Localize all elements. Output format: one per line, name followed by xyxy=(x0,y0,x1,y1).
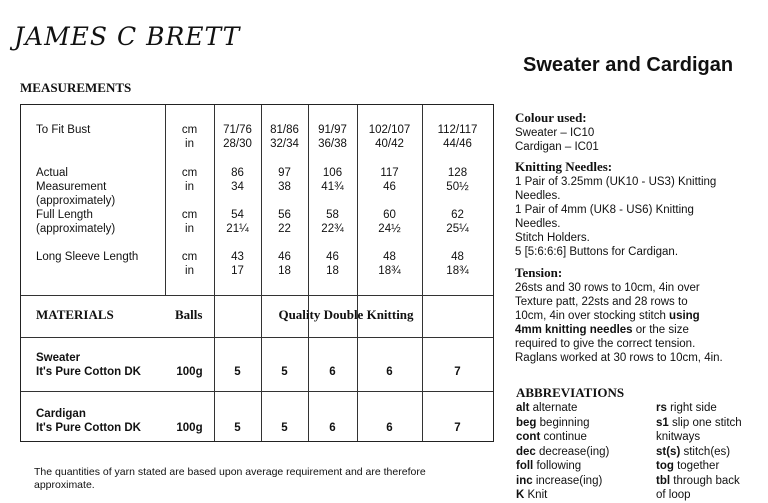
brand-logo: JAMES C BRETT xyxy=(14,22,241,51)
length-in: 21¼ xyxy=(226,223,249,235)
abbr-item: tog together xyxy=(656,460,720,472)
sweater-qty: 6 xyxy=(329,366,336,378)
length-in: 22 xyxy=(278,223,291,235)
sleeve-cm: 48 xyxy=(451,251,464,263)
yarn-note: The quantities of yarn stated are based upon average requirement and are therefore approximate. xyxy=(34,466,426,491)
tension-line: required to give the correct tension. xyxy=(515,338,696,350)
bust-in: 40/42 xyxy=(375,138,404,150)
actual-in: 50½ xyxy=(446,181,469,193)
page-title: Sweater and Cardigan xyxy=(523,54,734,76)
sweater-qty: 5 xyxy=(234,366,241,378)
bust-cm: 102/107 xyxy=(368,124,411,136)
materials-label: MATERIALS xyxy=(36,307,114,322)
bust-unit-cm: cm xyxy=(181,124,198,136)
needles-line: 1 Pair of 4mm (UK8 - US6) Knitting xyxy=(515,204,694,216)
colour-line: Cardigan – IC01 xyxy=(515,141,599,153)
sleeve-in: 18¾ xyxy=(446,265,469,277)
length-cm: 54 xyxy=(231,209,244,221)
cardigan-qty: 6 xyxy=(329,422,336,434)
colour-heading: Colour used: xyxy=(515,110,587,125)
needles-line: Needles. xyxy=(515,218,561,230)
sleeve-cm: 43 xyxy=(231,251,244,263)
sleeve-cm: 46 xyxy=(278,251,291,263)
abbr-item: K Knit xyxy=(516,489,548,501)
actual-in: 38 xyxy=(278,181,291,193)
bust-in: 28/30 xyxy=(223,138,252,150)
sleeve-in: 18 xyxy=(278,265,291,277)
needles-line: 1 Pair of 3.25mm (UK10 - US3) Knitting xyxy=(515,176,717,188)
length-cm: 58 xyxy=(326,209,339,221)
colour-line: Sweater – IC10 xyxy=(515,127,595,139)
cardigan-qty: 6 xyxy=(386,422,393,434)
needles-line: 5 [5:6:6:6] Buttons for Cardigan. xyxy=(515,246,679,258)
abbr-item: alt alternate xyxy=(516,402,578,414)
cardigan-qty: 7 xyxy=(454,422,461,434)
measurements-table xyxy=(20,104,494,442)
sleeve-in: 17 xyxy=(231,265,244,277)
length-cm: 62 xyxy=(451,209,464,221)
actual-unit-cm: cm xyxy=(181,167,198,179)
cardigan-weight: 100g xyxy=(176,422,203,434)
actual-label: Measurement xyxy=(36,181,107,193)
sleeve-unit-in: in xyxy=(185,265,194,277)
actual-label: Actual xyxy=(36,167,68,179)
length-label: (approximately) xyxy=(36,223,116,235)
needles-line: Stitch Holders. xyxy=(515,232,590,244)
bust-cm: 112/117 xyxy=(437,124,478,136)
cardigan-name: Cardigan xyxy=(36,408,86,420)
abbr-item: knitways xyxy=(656,431,701,443)
length-in: 24½ xyxy=(378,223,401,235)
actual-in: 46 xyxy=(383,181,396,193)
balls-label: Balls xyxy=(175,307,203,322)
sleeve-in: 18¾ xyxy=(378,265,401,277)
tension-line: 4mm knitting needles or the size xyxy=(515,324,689,336)
pattern-info xyxy=(515,110,767,365)
length-in: 25¼ xyxy=(446,223,469,235)
quality-label: Quality Double Knitting xyxy=(278,307,414,322)
cardigan-qty: 5 xyxy=(281,422,288,434)
tension-line: Texture patt, 22sts and 28 rows to xyxy=(515,296,688,308)
sweater-qty: 7 xyxy=(454,366,461,378)
abbr-item: dec decrease(ing) xyxy=(516,445,610,458)
sweater-weight: 100g xyxy=(176,366,203,378)
tension-line: 10cm, 4in over stocking stitch using xyxy=(515,310,700,322)
sweater-qty: 5 xyxy=(281,366,288,378)
sleeve-in: 18 xyxy=(326,265,339,277)
length-unit-cm: cm xyxy=(181,209,198,221)
bust-label: To Fit Bust xyxy=(36,124,91,136)
length-cm: 60 xyxy=(383,209,396,221)
actual-in: 41¾ xyxy=(321,181,344,193)
sleeve-label: Long Sleeve Length xyxy=(36,251,139,263)
tension-line: Raglans worked at 30 rows to 10cm, 4in. xyxy=(515,352,723,364)
sweater-yarn: It's Pure Cotton DK xyxy=(36,366,141,378)
sweater-name: Sweater xyxy=(36,352,81,364)
bust-in: 36/38 xyxy=(318,138,347,150)
actual-unit-in: in xyxy=(185,181,194,193)
sweater-qty: 6 xyxy=(386,366,393,378)
actual-cm: 117 xyxy=(380,167,399,179)
actual-cm: 86 xyxy=(231,167,244,179)
actual-cm: 128 xyxy=(447,167,468,179)
abbr-item: cont continue xyxy=(516,431,587,443)
measurements-heading: MEASUREMENTS xyxy=(20,80,132,95)
bust-unit-in: in xyxy=(185,138,194,150)
bust-in: 32/34 xyxy=(270,138,299,150)
needles-line: Needles. xyxy=(515,190,561,202)
bust-in: 44/46 xyxy=(443,138,472,150)
actual-in: 34 xyxy=(231,181,244,193)
sleeve-cm: 46 xyxy=(326,251,339,263)
abbr-item: beg beginning xyxy=(516,416,590,429)
needles-heading: Knitting Needles: xyxy=(515,159,613,174)
abbr-item: s1 slip one stitch xyxy=(656,416,742,429)
abbreviations xyxy=(516,385,768,503)
abbr-item: of loop xyxy=(656,489,691,501)
abbr-item: st(s) stitch(es) xyxy=(656,445,731,458)
sleeve-unit-cm: cm xyxy=(181,251,198,263)
cardigan-qty: 5 xyxy=(234,422,241,434)
actual-cm: 97 xyxy=(278,167,291,179)
sleeve-cm: 48 xyxy=(383,251,396,263)
length-cm: 56 xyxy=(278,209,291,221)
tension-line: 26sts and 30 rows to 10cm, 4in over xyxy=(515,282,700,294)
abbr-item: tbl through back xyxy=(656,474,740,487)
actual-cm: 106 xyxy=(322,167,343,179)
length-in: 22¾ xyxy=(321,223,344,235)
tension-heading: Tension: xyxy=(515,265,563,280)
cardigan-yarn: It's Pure Cotton DK xyxy=(36,422,141,434)
abbr-item: foll following xyxy=(516,460,582,472)
actual-label: (approximately) xyxy=(36,195,116,207)
abbr-item: rs right side xyxy=(656,402,717,414)
bust-cm: 91/97 xyxy=(318,124,347,136)
length-unit-in: in xyxy=(185,223,194,235)
bust-cm: 81/86 xyxy=(270,124,299,136)
length-label: Full Length xyxy=(36,209,93,221)
bust-cm: 71/76 xyxy=(223,124,252,136)
abbr-item: inc increase(ing) xyxy=(516,474,603,487)
abbreviations-heading: ABBREVIATIONS xyxy=(516,385,625,400)
